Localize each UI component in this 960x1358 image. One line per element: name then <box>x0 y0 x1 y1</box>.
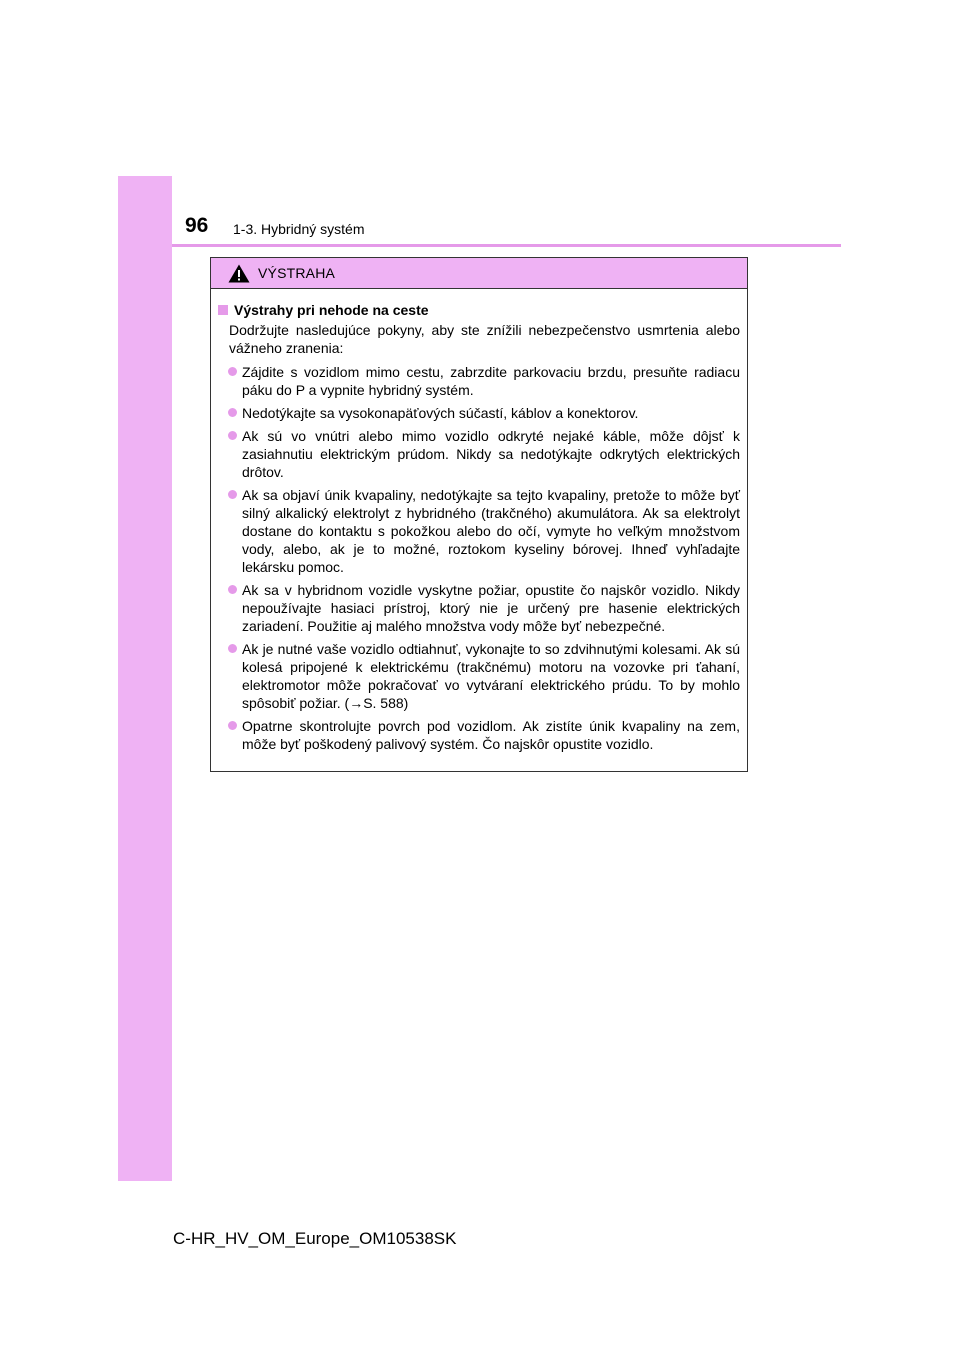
subheading-text: Výstrahy pri nehode na ceste <box>234 302 429 318</box>
list-item-text: Opatrne skontrolujte povrch pod vozidlom. Ak zistíte únik kvapaliny na zem, môže byť poškodený palivový systém. Čo najskôr opustite vozidlo. <box>242 718 740 752</box>
bullet-dot-icon <box>228 490 237 499</box>
list-item-text: Zájdite s vozidlom mimo cestu, zabrzdite parkovaciu brzdu, presuňte radiacu páku do P a vypnite hybridný systém. <box>242 364 740 398</box>
list-item <box>218 486 740 576</box>
list-item <box>218 581 740 635</box>
list-item <box>218 717 740 753</box>
bullet-dot-icon <box>228 721 237 730</box>
warning-header <box>211 258 747 289</box>
intro-text: Dodržujte nasledujúce pokyny, aby ste znížili nebezpečenstvo usmrtenia alebo vážneho zranenia: <box>229 322 740 356</box>
square-bullet-icon <box>218 305 228 315</box>
section-title: 1-3. Hybridný systém <box>233 221 365 237</box>
bullet-dot-icon <box>228 431 237 440</box>
list-item <box>218 640 740 712</box>
list-item-text: Nedotýkajte sa vysokonapäťových súčastí, káblov a konektorov. <box>242 405 639 421</box>
list-item-text: Ak sú vo vnútri alebo mimo vozidlo odkryté nejaké káble, môže dôjsť k zasiahnutiu elektrickým prúdom. Nikdy sa nedotýkajte odkrytých elektrických drôtov. <box>242 428 740 480</box>
list-item <box>218 404 740 422</box>
list-item <box>218 427 740 481</box>
bullet-dot-icon <box>228 367 237 376</box>
list-item-text: Ak je nutné vaše vozidlo odtiahnuť, vykonajte to so zdvihnutými kolesami. Ak sú kolesá pripojené k elektrickému (trakčnému) motoru na vozovke pri ťahaní, elektromotor môže pokračovať vo vytváraní elektrického prúdu. To by mohlo spôsobiť požiar. (→S. 588) <box>242 641 740 711</box>
bullet-dot-icon <box>228 644 237 653</box>
bullet-dot-icon <box>228 585 237 594</box>
sidebar-tab <box>118 176 172 1181</box>
warning-triangle-icon <box>228 264 250 283</box>
list-item <box>218 363 740 399</box>
bullet-list <box>218 363 740 753</box>
list-item-text: Ak sa v hybridnom vozidle vyskytne požiar, opustite čo najskôr vozidlo. Nikdy nepoužívajte hasiaci prístroj, ktorý nie je určený pre hasenie elektrických zariadení. Použitie aj malého množstva vody môže byť nebezpečné. <box>242 582 740 634</box>
document-code: C-HR_HV_OM_Europe_OM10538SK <box>173 1229 457 1248</box>
page-number: 96 <box>185 214 209 237</box>
warning-label: VÝSTRAHA <box>258 265 336 281</box>
warning-box <box>210 257 748 772</box>
bullet-dot-icon <box>228 408 237 417</box>
subheading <box>218 301 740 319</box>
header-rule <box>172 244 841 247</box>
list-item-text: Ak sa objaví únik kvapaliny, nedotýkajte sa tejto kvapaliny, pretože to môže byť silný alkalický elektrolyt z hybridného (trakčného) akumulátora. Ak sa elektrolyt dostane do kontaktu s pokožkou alebo do očí, vymyte ho veľkým množstvom vody, alebo, ak je to možné, roztokom kyseliny bórovej. Ihneď vyhľadajte lekársku pomoc. <box>242 487 740 575</box>
warning-body <box>211 289 747 753</box>
